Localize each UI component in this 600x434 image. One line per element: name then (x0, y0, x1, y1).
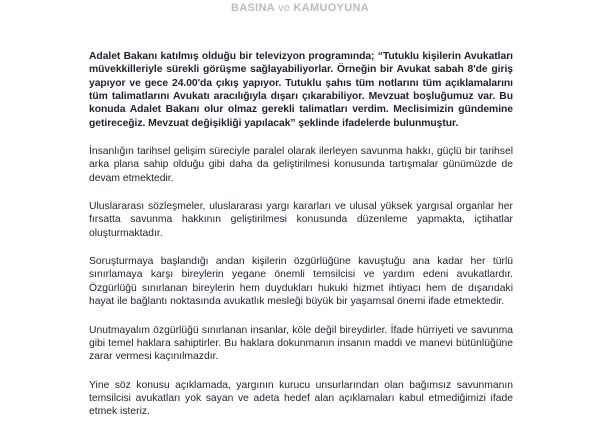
closing-statement-paragraph: Yine söz konusu açıklamada, yargının kurucu unsurlarından olan bağımsız savunmanın temsilcisi avukatları yok sayan ve adeta hedef alan açıklamaları kabul etmediğimizi ifade etmek isteriz. (89, 379, 513, 418)
header-title-part-1: BASINA (231, 2, 278, 14)
defense-right-history-paragraph: İnsanlığın tarihsel gelişim süreciyle paralel olarak ilerleyen savunma hakkı, güçlü bir tarihsel arka plana sahip olduğu gibi daha da geliştirilmesi konusunda tartışmalar günümüzde de devam etmektedir. (89, 146, 513, 184)
header-title-part-3: KAMUOYUNA (290, 2, 369, 14)
statement-quote-paragraph: Adalet Bakanı katılmış olduğu bir televizyon programında; “Tutuklu kişilerin Avukatları müvekkilleriyle sürekli görüşme sağlayabiliyorlar. Örneğin bir Avukat sabah 8'de giriş yapıyor ve gece 24.00'da çıkış yapıyor. Tutuklu şahıs tüm notlarını tüm açıklamalarını tüm talimatlarını Avukatı aracılığıyla dışarı çıkarabiliyor. Mevzuat boşluğumuz var. Bu konuda Adalet Bakanı olur olmaz gerekli talimatları verdim. Meclisimizin gündemine getireceğiz. Mevzuat değişikliği yapılacak” şeklinde ifadelerde bulunmuştur. (89, 51, 513, 129)
header-title (0, 2, 600, 14)
document-body (89, 50, 513, 434)
header-title-part-2: ve (277, 2, 291, 14)
international-conventions-paragraph: Uluslararası sözleşmeler, uluslararası yargı kararları ve ulusal yüksek yargısal organlar her fırsatta savunma hakkının geliştirilmesi konusunda düzenleme yapmakta, içtihatlar oluşturmaktadır. (89, 201, 513, 239)
header-band (0, 0, 600, 22)
investigation-lawyers-paragraph: Soruşturmaya başlandığı andan kişilerin özgürlüğüne kavuştuğu ana kadar her türlü sınırlamaya karşı bireylerin yegane önemli temsilcisi ve yardım edeni avukatlardır. Özgürlüğü sınırlanan bireylerin hem duydukları hukuki hizmet ihtiyacı hem de dışarıdaki hayat ile bağlantı noktasında avukatlık mesleği büyük bir yaşamsal önemi ifade etmektedir. (89, 256, 513, 308)
restricted-freedom-paragraph: Unutmayalım özgürlüğü sınırlanan insanlar, köle değil bireydirler. İfade hürriyeti ve savunma gibi temel haklara sahiptirler. Bu haklara dokunmanın insanın maddi ve manevi bütünlüğüne zarar vermesi kaçınılmazdır. (89, 324, 513, 363)
